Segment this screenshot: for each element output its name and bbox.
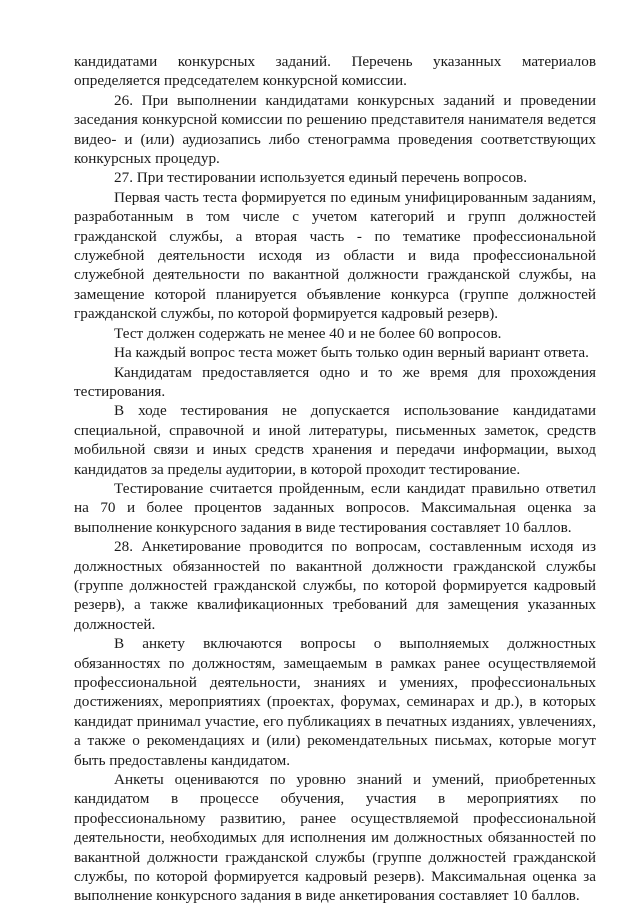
- paragraph-questionnaire-content: В анкету включаются вопросы о выполняемых должностных обязанностях по должностям, замещаемым в рамках ранее осуществляемой профессиональной деятельности, знаниях и умениях, профессиональных достижениях, мероприятиях (проектах, форумах, семинарах и др.), в которых кандидат принимал участие, его публикациях в печатных изданиях, увлечениях, а также о рекомендациях и (или) рекомендательных письмах, которые могут быть предоставлены кандидатом.: [74, 635, 596, 769]
- paragraph-test-structure: Первая часть теста формируется по единым унифицированным заданиям, разработанным в том числе с учетом категорий и групп должностей гражданской службы, а вторая часть - по тематике профессиональной служебной деятельности исходя из области и вида профессиональной служебной деятельности по вакантной должности гражданской службы, на замещение которой планируется объявление конкурса (группе должностей гражданской службы, по которой формируется кадровый резерв).: [74, 188, 596, 323]
- paragraph-questionnaire-evaluation: Анкеты оцениваются по уровню знаний и умений, приобретенных кандидатом в процессе обучения, участия в мероприятиях по профессиональному развитию, ранее осуществляемой профессиональной деятельности, необходимых для исполнения им должностных обязанностей по вакантной должности гражданской службы (группе должностей гражданской службы, по которой формируется кадровый резерв). Максимальная оценка за выполнение конкурсного задания в виде анкетирования составляет 10 баллов.: [74, 771, 596, 905]
- paragraph-question-count: Тест должен содержать не менее 40 и не более 60 вопросов.: [114, 324, 502, 342]
- paragraph-single-answer: На каждый вопрос теста может быть только один верный вариант ответа.: [114, 344, 589, 362]
- document-page: [74, 52, 596, 906]
- paragraph-test-passed: Тестирование считается пройденным, если кандидат правильно ответил на 70 и более процентов заданных вопросов. Максимальная оценка за выполнение конкурсного задания в виде тестирования составляет 10 баллов.: [74, 479, 596, 536]
- paragraph-26-recording: 26. При выполнении кандидатами конкурсных заданий и проведении заседания конкурсной комиссии по решению представителя нанимателя ведется видео- и (или) аудиозапись либо стенограмма проведения соответствующих конкурсных процедур.: [74, 91, 596, 168]
- paragraph-28-questionnaire: 28. Анкетирование проводится по вопросам, составленным исходя из должностных обязанностей по вакантной должности гражданской службы (группе должностей гражданской службы, по которой формируется кадровый резерв), а также квалификационных требований для замещения указанных должностей.: [74, 538, 596, 633]
- paragraph-27-testing: 27. При тестировании используется единый перечень вопросов.: [114, 169, 528, 187]
- paragraph-prohibitions: В ходе тестирования не допускается использование кандидатами специальной, справочной и иной литературы, письменных заметок, средств мобильной связи и иных средств хранения и передачи информации, выход кандидатов за пределы аудитории, в которой проходит тестирование.: [74, 402, 596, 478]
- paragraph-equal-time: Кандидатам предоставляется одно и то же время для прохождения тестирования.: [74, 363, 596, 400]
- paragraph-continuation: кандидатами конкурсных заданий. Перечень указанных материалов определяется председателем конкурсной комиссии.: [74, 53, 596, 90]
